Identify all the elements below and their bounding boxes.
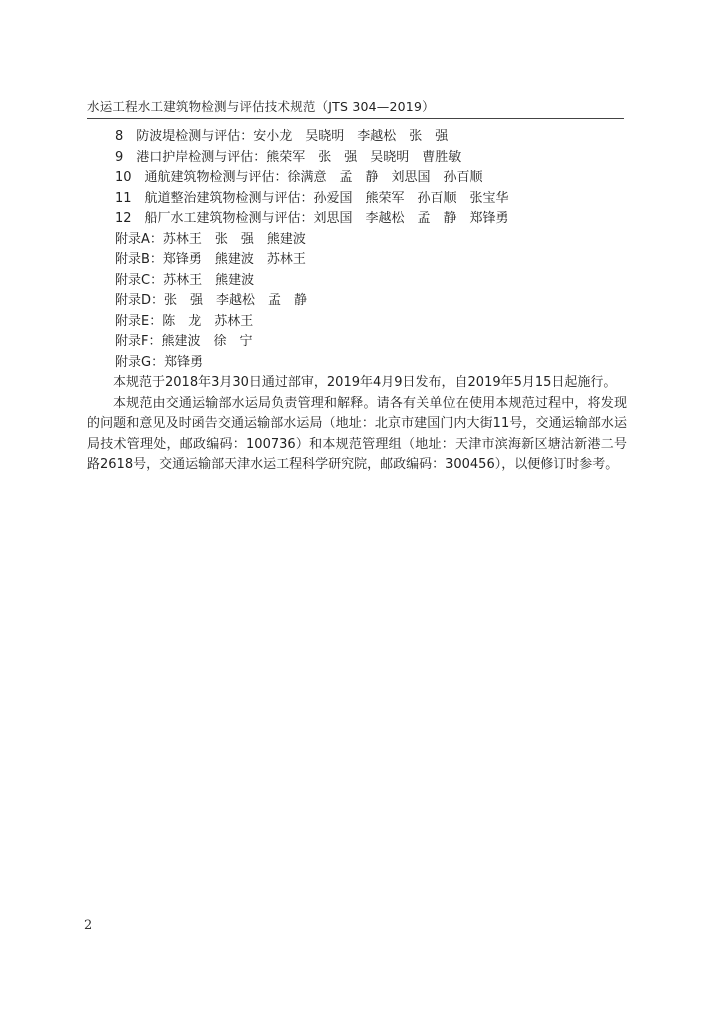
chapter-author-line: 8 防波堤检测与评估：安小龙 吴晓明 李越松 张 强 (115, 129, 449, 144)
chapter-author-line: 10 通航建筑物检测与评估：徐满意 孟 静 刘思国 孙百顺 (115, 170, 483, 185)
page-number: 2 (84, 918, 93, 933)
appendix-author-line: 附录F：熊建波 徐 宁 (115, 334, 253, 349)
approval-paragraph: 本规范于2018年3月30日通过部审，2019年4月9日发布，自2019年5月15日起施行。 (113, 375, 617, 390)
chapter-author-list (87, 127, 627, 230)
header-divider (87, 118, 624, 119)
appendix-author-line: 附录G：郑锋勇 (115, 354, 204, 370)
chapter-author-line: 12 船厂水工建筑物检测与评估：刘思国 李越松 孟 静 郑锋勇 (115, 211, 509, 226)
appendix-author-line: 附录C：苏林王 熊建波 (115, 272, 255, 288)
appendix-author-line: 附录B：郑锋勇 熊建波 苏林王 (115, 252, 306, 267)
management-paragraph: 本规范由交通运输部水运局负责管理和解释。请各有关单位在使用本规范过程中，将发现的问题和意见及时函告交通运输部水运局（地址：北京市建国门内大街11号，交通运输部水运局技术管理处，邮政编码：100736）和本规范管理组（地址：天津市滨海新区塘沽新港二号路2618号，交通运输部天津水运工程科学研究院，邮政编码：300456），以便修订时参考。 (87, 395, 627, 472)
appendix-author-line: 附录D：张 强 李越松 孟 静 (115, 293, 308, 308)
chapter-author-line: 11 航道整治建筑物检测与评估：孙爱国 熊荣军 孙百顺 张宝华 (115, 190, 509, 206)
appendix-author-list (87, 230, 627, 374)
page-body (87, 127, 627, 476)
appendix-author-line: 附录E：陈 龙 苏林王 (115, 313, 254, 329)
running-title: 水运工程水工建筑物检测与评估技术规范（JTS 304—2019） (87, 99, 435, 114)
chapter-author-line: 9 港口护岸检测与评估：熊荣军 张 强 吴晓明 曹胜敏 (115, 149, 462, 165)
appendix-author-line: 附录A：苏林王 张 强 熊建波 (115, 231, 306, 247)
